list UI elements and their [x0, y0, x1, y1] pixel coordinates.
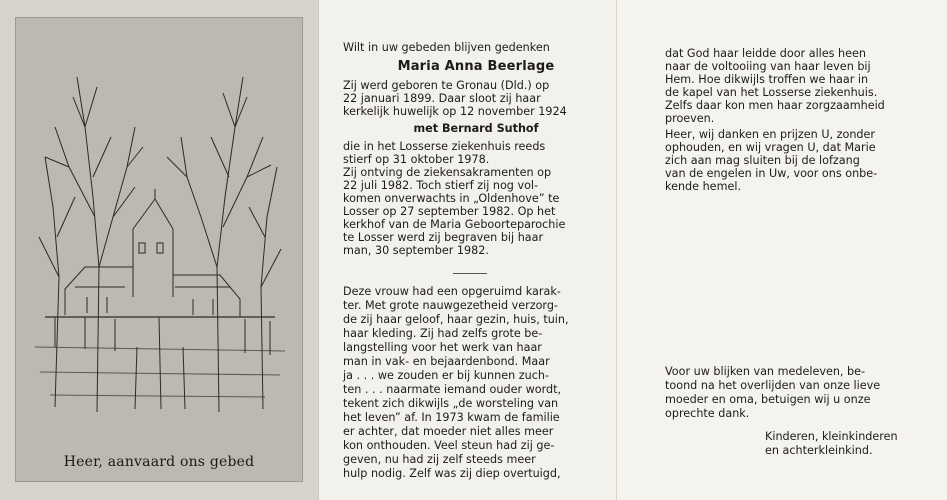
text-line: moeder en oma, betuigen wij u onze [665, 393, 871, 406]
deceased-name: Maria Anna Beerlage [397, 59, 555, 74]
text-line: Zelfs daar kon men haar zorgzaamheid [665, 99, 885, 112]
text-line: die in het Losserse ziekenhuis reeds [343, 140, 546, 153]
text-line: 22 januari 1899. Daar sloot zij haar [343, 92, 541, 105]
text-line: de kapel van het Losserse ziekenhuis. [665, 86, 878, 99]
text-line: er achter, dat moeder niet alles meer [343, 425, 554, 438]
text-line: dat God haar leidde door alles heen [665, 47, 867, 60]
text-line: Losser op 27 september 1982. Op het [343, 205, 556, 218]
text-line: zich aan mag sluiten bij de lofzang [665, 154, 860, 167]
intro-line: Wilt in uw gebeden blijven gedenken [343, 41, 550, 54]
text-line: Deze vrouw had een opgeruimd karak- [343, 285, 561, 298]
text-line: ophouden, en wij vragen U, dat Marie [665, 141, 876, 154]
text-line: Hem. Hoe dikwijls troffen we haar in [665, 73, 869, 86]
signature-line: en achterkleinkind. [765, 444, 873, 457]
text-line: komen onverwachts in „Oldenhove” te [343, 192, 560, 205]
middle-text-panel [318, 0, 616, 500]
text-line: ja . . . we zouden er bij kunnen zuch- [343, 369, 549, 382]
text-line: Zij ontving de ziekensakramenten op [343, 166, 552, 179]
text-line: kende hemel. [665, 180, 742, 193]
church-with-trees-drawing-icon [15, 17, 303, 447]
text-line: het leven” af. In 1973 kwam de familie [343, 411, 560, 424]
text-line: van de engelen in Uw, voor ons onbe- [665, 167, 878, 180]
text-line: kon onthouden. Veel steun had zij ge- [343, 439, 555, 452]
text-line: toond na het overlijden van onze lieve [665, 379, 881, 392]
text-line: kerkelijk huwelijk op 12 november 1924 [343, 105, 567, 118]
text-line: man, 30 september 1982. [343, 244, 489, 257]
text-line: ten . . . naarmate iemand ouder wordt, [343, 383, 562, 396]
text-line: stierf op 31 oktober 1978. [343, 153, 490, 166]
text-line: tekent zich dikwijls „de worsteling van [343, 397, 559, 410]
text-line: man in vak- en bejaardenbond. Maar [343, 355, 550, 368]
text-line: oprechte dank. [665, 407, 750, 420]
text-line: naar de voltooiing van haar leven bij [665, 60, 871, 73]
text-line: te Losser werd zij begraven bij haar [343, 231, 544, 244]
text-line: Heer, wij danken en prijzen U, zonder [665, 128, 876, 141]
text-line: ter. Met grote nauwgezetheid verzorg- [343, 299, 558, 312]
right-text-panel [616, 0, 947, 500]
signature-line: Kinderen, kleinkinderen [765, 430, 898, 443]
text-line: geven, nu had zij zelf steeds meer [343, 453, 536, 466]
section-divider [453, 273, 487, 274]
text-line: hulp nodig. Zelf was zij diep overtuigd, [343, 467, 561, 480]
memorial-card-front [15, 17, 303, 482]
text-line: Zij werd geboren te Gronau (Dld.) op [343, 79, 550, 92]
text-line: de zij haar geloof, haar gezin, huis, tuin, [343, 313, 569, 326]
text-line: proeven. [665, 112, 715, 125]
text-line: 22 juli 1982. Toch stierf zij nog vol- [343, 179, 539, 192]
text-line: kerkhof van de Maria Geboorteparochie [343, 218, 566, 231]
text-line: haar kleding. Zij had zelfs grote be- [343, 327, 543, 340]
text-line: langstelling voor het werk van haar [343, 341, 542, 354]
text-line: Voor uw blijken van medeleven, be- [665, 365, 866, 378]
front-panel [0, 0, 318, 500]
card-caption: Heer, aanvaard ons gebed [63, 454, 255, 470]
spouse-line: met Bernard Suthof [413, 122, 539, 135]
